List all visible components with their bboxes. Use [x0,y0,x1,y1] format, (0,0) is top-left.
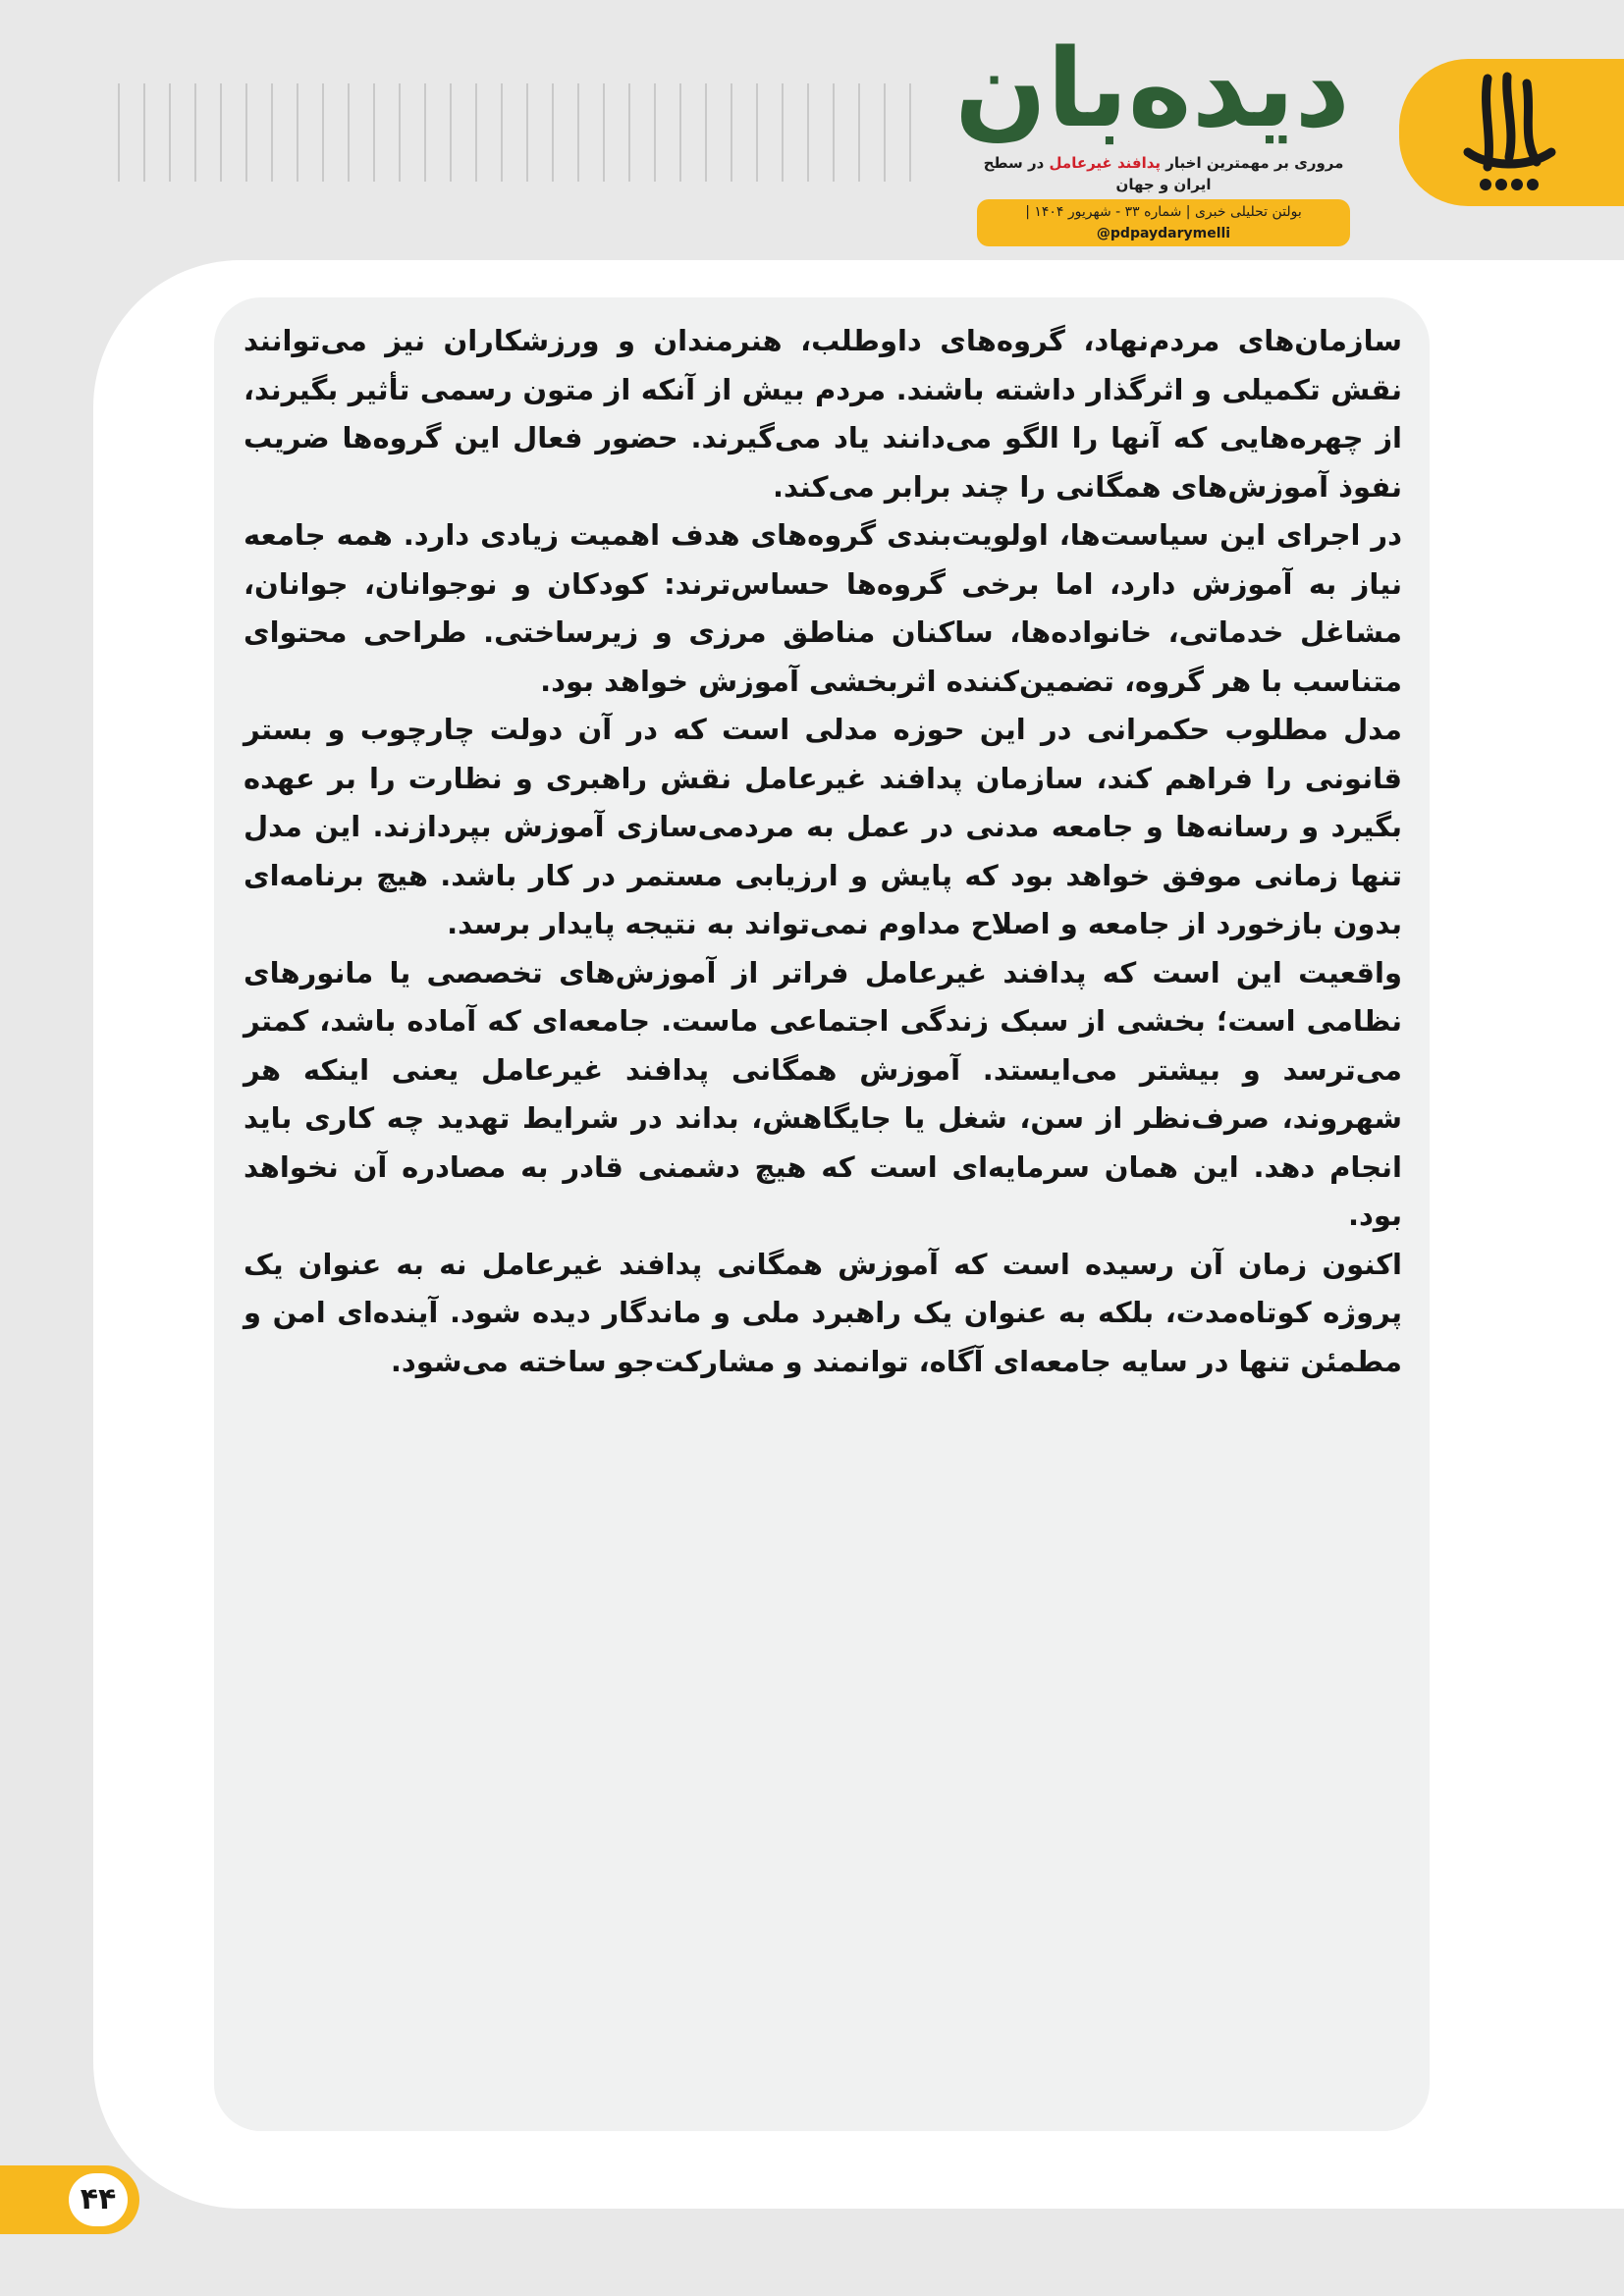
subtitle-before: مروری بر مهمترین اخبار [1161,154,1344,172]
decorative-stripes [118,83,933,182]
bulletin-info-pill [977,199,1350,246]
logo-badge [1399,59,1624,206]
article-paragraph: مدل مطلوب حکمرانی در این حوزه مدلی است که در آن دولت چارچوب و بستر قانونی را فراهم کند، سازمان پدافند غیرعامل نقش راهبری و نظارت را بر عهده بگیرد و رسانه‌ها و جامعه مدنی در عمل به مردمی‌سازی آموزش بپردازند. این مدل تنها زمانی موفق خواهد بود که پایش و ارزیابی مستمر در کار باشد. هیچ برنامه‌ای بدون بازخورد از جامعه و اصلاح مداوم نمی‌تواند به نتیجه پایدار برسد. [244,713,1402,940]
social-handle: @pdpaydarymelli [1096,226,1231,241]
article-paragraph: اکنون زمان آن رسیده است که آموزش همگانی پدافند غیرعامل نه به عنوان یک پروژه کوتاه‌مدت، بلکه به عنوان یک راهبرد ملی و ماندگار دیده شود. آینده‌ای امن و مطمئن تنها در سایه جامعه‌ای آگاه، توانمند و مشارکت‌جو ساخته می‌شود. [244,1247,1402,1378]
publication-subtitle [977,152,1350,195]
article-paragraph: سازمان‌های مردم‌نهاد، گروه‌های داوطلب، هنرمندان و ورزشکاران نیز می‌توانند نقش تکمیلی و اثرگذار داشته باشند. مردم بیش از آنکه از متون رسمی تأثیر بگیرند، از چهره‌هایی که آنها را الگو می‌دانند یاد می‌گیرند. حضور فعال این گروه‌ها ضریب نفوذ آموزش‌های همگانی را چند برابر می‌کند. [244,324,1402,504]
subtitle-after: در سطح ایران و جهان [983,154,1212,193]
page-number: ۴۴ [69,2173,128,2226]
article-body [244,317,1402,1397]
publication-title: دیده‌بان [954,26,1350,151]
page-header [0,0,1624,245]
article-paragraph: در اجرای این سیاست‌ها، اولویت‌بندی گروه‌های هدف اهمیت زیادی دارد. همه جامعه نیاز به آموزش دارد، اما برخی گروه‌ها حساس‌ترند: کودکان و نوجوانان، جوانان، مشاغل خدماتی، خانواده‌ها، ساکنان مناطق مرزی و زیرساختی. طراحی محتوای متناسب با هر گروه، تضمین‌کننده اثربخشی آموزش خواهد بود. [244,518,1402,698]
masthead [954,25,1350,241]
subtitle-highlight: پدافند غیرعامل [1049,154,1162,172]
article-paragraph: واقعیت این است که پدافند غیرعامل فراتر از آموزش‌های تخصصی یا مانورهای نظامی است؛ بخشی از سبک زندگی اجتماعی ماست. جامعه‌ای که آماده باشد، کمتر می‌ترسد و بیشتر می‌ایستد. آموزش همگانی پدافند غیرعامل یعنی اینکه هر شهروند، صرف‌نظر از سن، شغل یا جایگاهش، بداند در شرایط تهدید چه کاری باید انجام دهد. این همان سرمایه‌ای است که هیچ دشمنی قادر به مصادره آن نخواهد بود. [244,955,1402,1232]
paydari-melli-logo-icon [1438,59,1586,206]
bulletin-info: بولتن تحلیلی خبری | شماره ۳۳ - شهریور ۱۴۰۴ | [1025,204,1302,220]
